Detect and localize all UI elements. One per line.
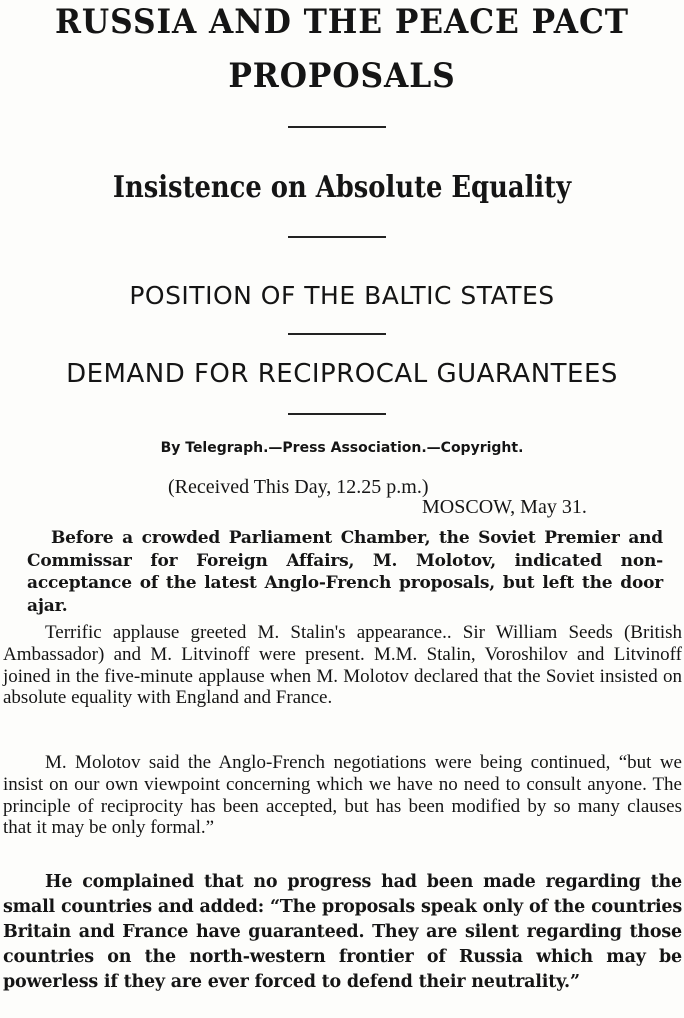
paragraph-2-text: Terrific applause greeted M. Stalin's appearance.. Sir William Seeds (British Ambassador) and M. Litvinoff were present. M.M. Stalin, Voroshilov and Litvinoff joined in the five-minute applause when M. Molotov declared that the Soviet insisted on absolute equality with England and France. — [3, 622, 682, 709]
paragraph-4 — [3, 870, 682, 995]
paragraph-2 — [3, 622, 682, 709]
section-heading-baltic: POSITION OF THE BALTIC STATES — [129, 281, 555, 310]
paragraph-1 — [27, 527, 663, 617]
paragraph-1-text: Before a crowded Parliament Chamber, the Soviet Premier and Commissar for Foreign Affairs, M. Molotov, indicated non-acceptance of the latest Anglo-French proposals, but left the door ajar. — [27, 528, 663, 616]
section-heading-reciprocal: DEMAND FOR RECIPROCAL GUARANTEES — [66, 359, 618, 389]
headline-line-2: PROPOSALS — [228, 56, 456, 96]
dateline: MOSCOW, May 31. — [422, 496, 587, 518]
divider-rule — [288, 413, 386, 415]
paragraph-3-text: M. Molotov said the Anglo-French negotiations were being continued, “but we insist on our own viewpoint concerning which we have no need to consult anyone. The principle of reciprocity has been accepted, but has been modified by so many clauses that it may be only formal.” — [3, 752, 682, 839]
divider-rule — [288, 236, 386, 238]
byline: By Telegraph.—Press Association.—Copyright. — [160, 440, 524, 456]
subhead: Insistence on Absolute Equality — [112, 170, 572, 205]
headline-line-1: RUSSIA AND THE PEACE PACT — [55, 2, 629, 42]
paragraph-3 — [3, 752, 682, 839]
paragraph-4-text: He complained that no progress had been made regarding the small countries and added: “The proposals speak only of the countries Britain and France have guaranteed. They are silent regarding those countries on the north-western frontier of Russia which may be powerless if they are ever forced to defend their neutrality.” — [3, 872, 682, 992]
received-time: (Received This Day, 12.25 p.m.) — [168, 476, 429, 498]
divider-rule — [288, 126, 386, 128]
divider-rule — [288, 333, 386, 335]
